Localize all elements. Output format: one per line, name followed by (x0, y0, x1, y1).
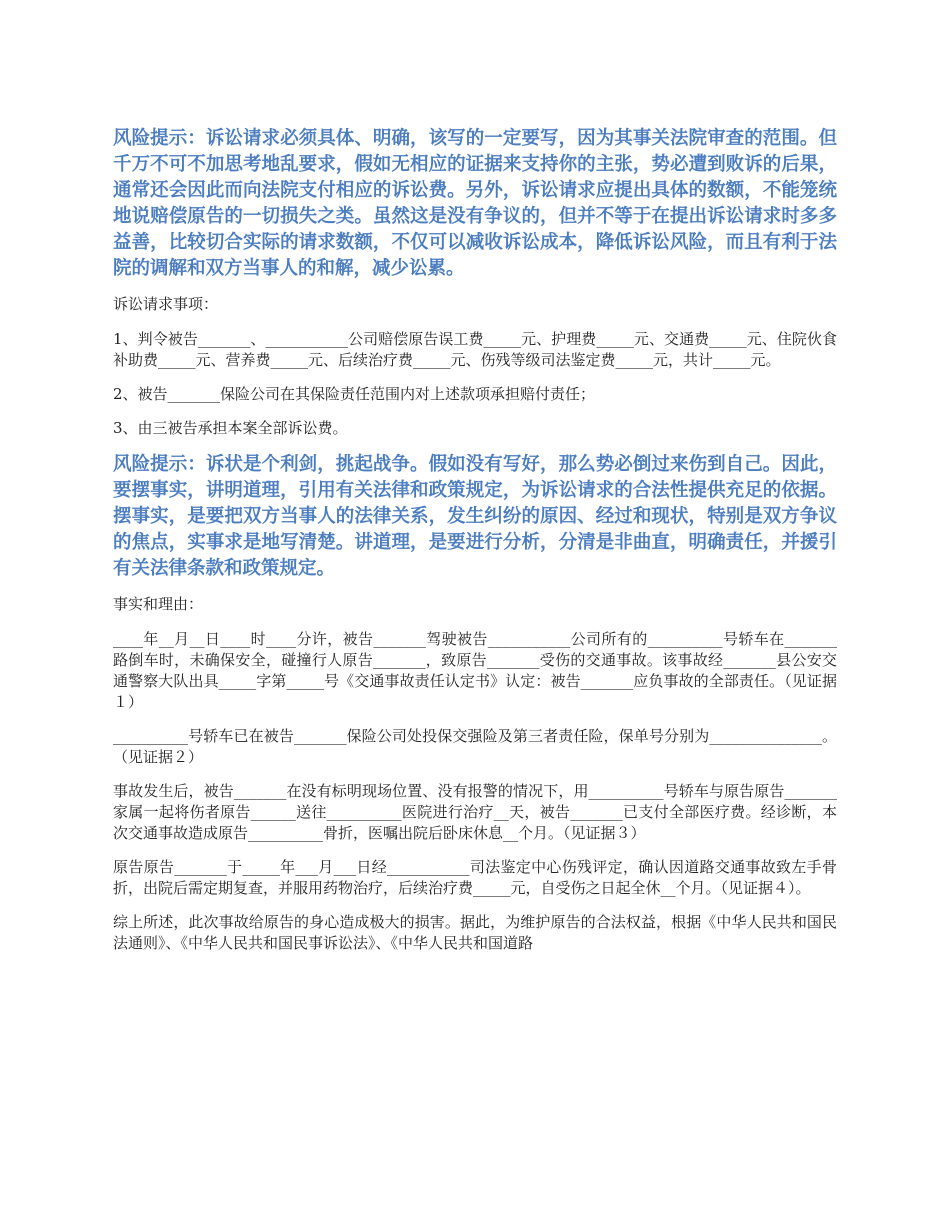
claim-item-2: 2、被告_______保险公司在其保险责任范围内对上述款项承担赔付责任； (113, 385, 596, 403)
claims-heading: 诉讼请求事项： (113, 295, 219, 313)
risk-tip-claims: 风险提示：诉讼请求必须具体、明确，该写的一定要写，因为其事关法院审查的范围。但千万不可不加思考地乱要求，假如无相应的证据来支持你的主张，势必遭到败诉的后果，通常还会因此而向法院支付相应的诉讼费。另外，诉讼请求应提出具体的数额，不能笼统地说赔偿原告的一切损失之类。虽然这是没有争议的，但并不等于在提出诉讼请求时多多益善，比较切合实际的请求数额，不仅可以减收诉讼成本，降低诉讼风险，而且有利于法院的调解和双方当事人的和解，减少讼累。 (113, 128, 837, 279)
claim-item-3: 3、由三被告承担本案全部诉讼费。 (113, 419, 348, 437)
claim-item-1: 1、判令被告_______、___________公司赔偿原告误工费_____元、护理费_____元、交通费_____元、住院伙食补助费_____元、营养费_____元、后续治疗费_____元、伤残等级司法鉴定费_____元，共计_____元。 (113, 330, 837, 369)
facts-paragraph-5: 综上所述，此次事故给原告的身心造成极大的损害。据此，为维护原告的合法权益，根据《中华人民共和国民法通则》、《中华人民共和国民事诉讼法》、《中华人民共和国道路 (113, 913, 837, 952)
facts-paragraph-3: 事故发生后，被告_______在没有标明现场位置、没有报警的情况下，用__________号轿车与原告原告_______家属一起将伤者原告______送往__________医院进行治疗__天，被告_______已支付全部医疗费。经诊断，本次交通事故造成原告__________骨折，医嘱出院后卧床休息__个月。（见证据３） (113, 782, 837, 842)
facts-paragraph-2: __________号轿车已在被告_______保险公司处投保交强险及第三者责任险，保单号分别为_______________。（见证据２） (113, 727, 837, 766)
document-page (113, 126, 837, 967)
facts-heading: 事实和理由： (113, 595, 204, 613)
facts-paragraph-4: 原告原告_______于_____年___月___日经___________司法鉴定中心伤残评定，确认因道路交通事故致左手骨折，出院后需定期复查，并服用药物治疗，后续治疗费_____元，自受伤之日起全休__个月。（见证据４）。 (113, 858, 837, 897)
facts-paragraph-1: ____年__月__日____时____分许，被告_______驾驶被告___________公司所有的__________号轿车在_______路倒车时，未确保安全，碰撞行人原告_______，致原告_______受伤的交通事故。该事故经_______县公安交通警察大队出具_____字第_____号《交通事故责任认定书》认定：被告_______应负事故的全部责任。（见证据１） (113, 630, 837, 711)
risk-tip-complaint: 风险提示：诉状是个利剑，挑起战争。假如没有写好，那么势必倒过来伤到自己。因此，要摆事实，讲明道理，引用有关法律和政策规定，为诉讼请求的合法性提供充足的依据。摆事实，是要把双方当事人的法律关系，发生纠纷的原因、经过和现状，特别是双方争议的焦点，实事求是地写清楚。讲道理，是要进行分析，分清是非曲直，明确责任，并援引有关法律条款和政策规定。 (113, 454, 837, 579)
